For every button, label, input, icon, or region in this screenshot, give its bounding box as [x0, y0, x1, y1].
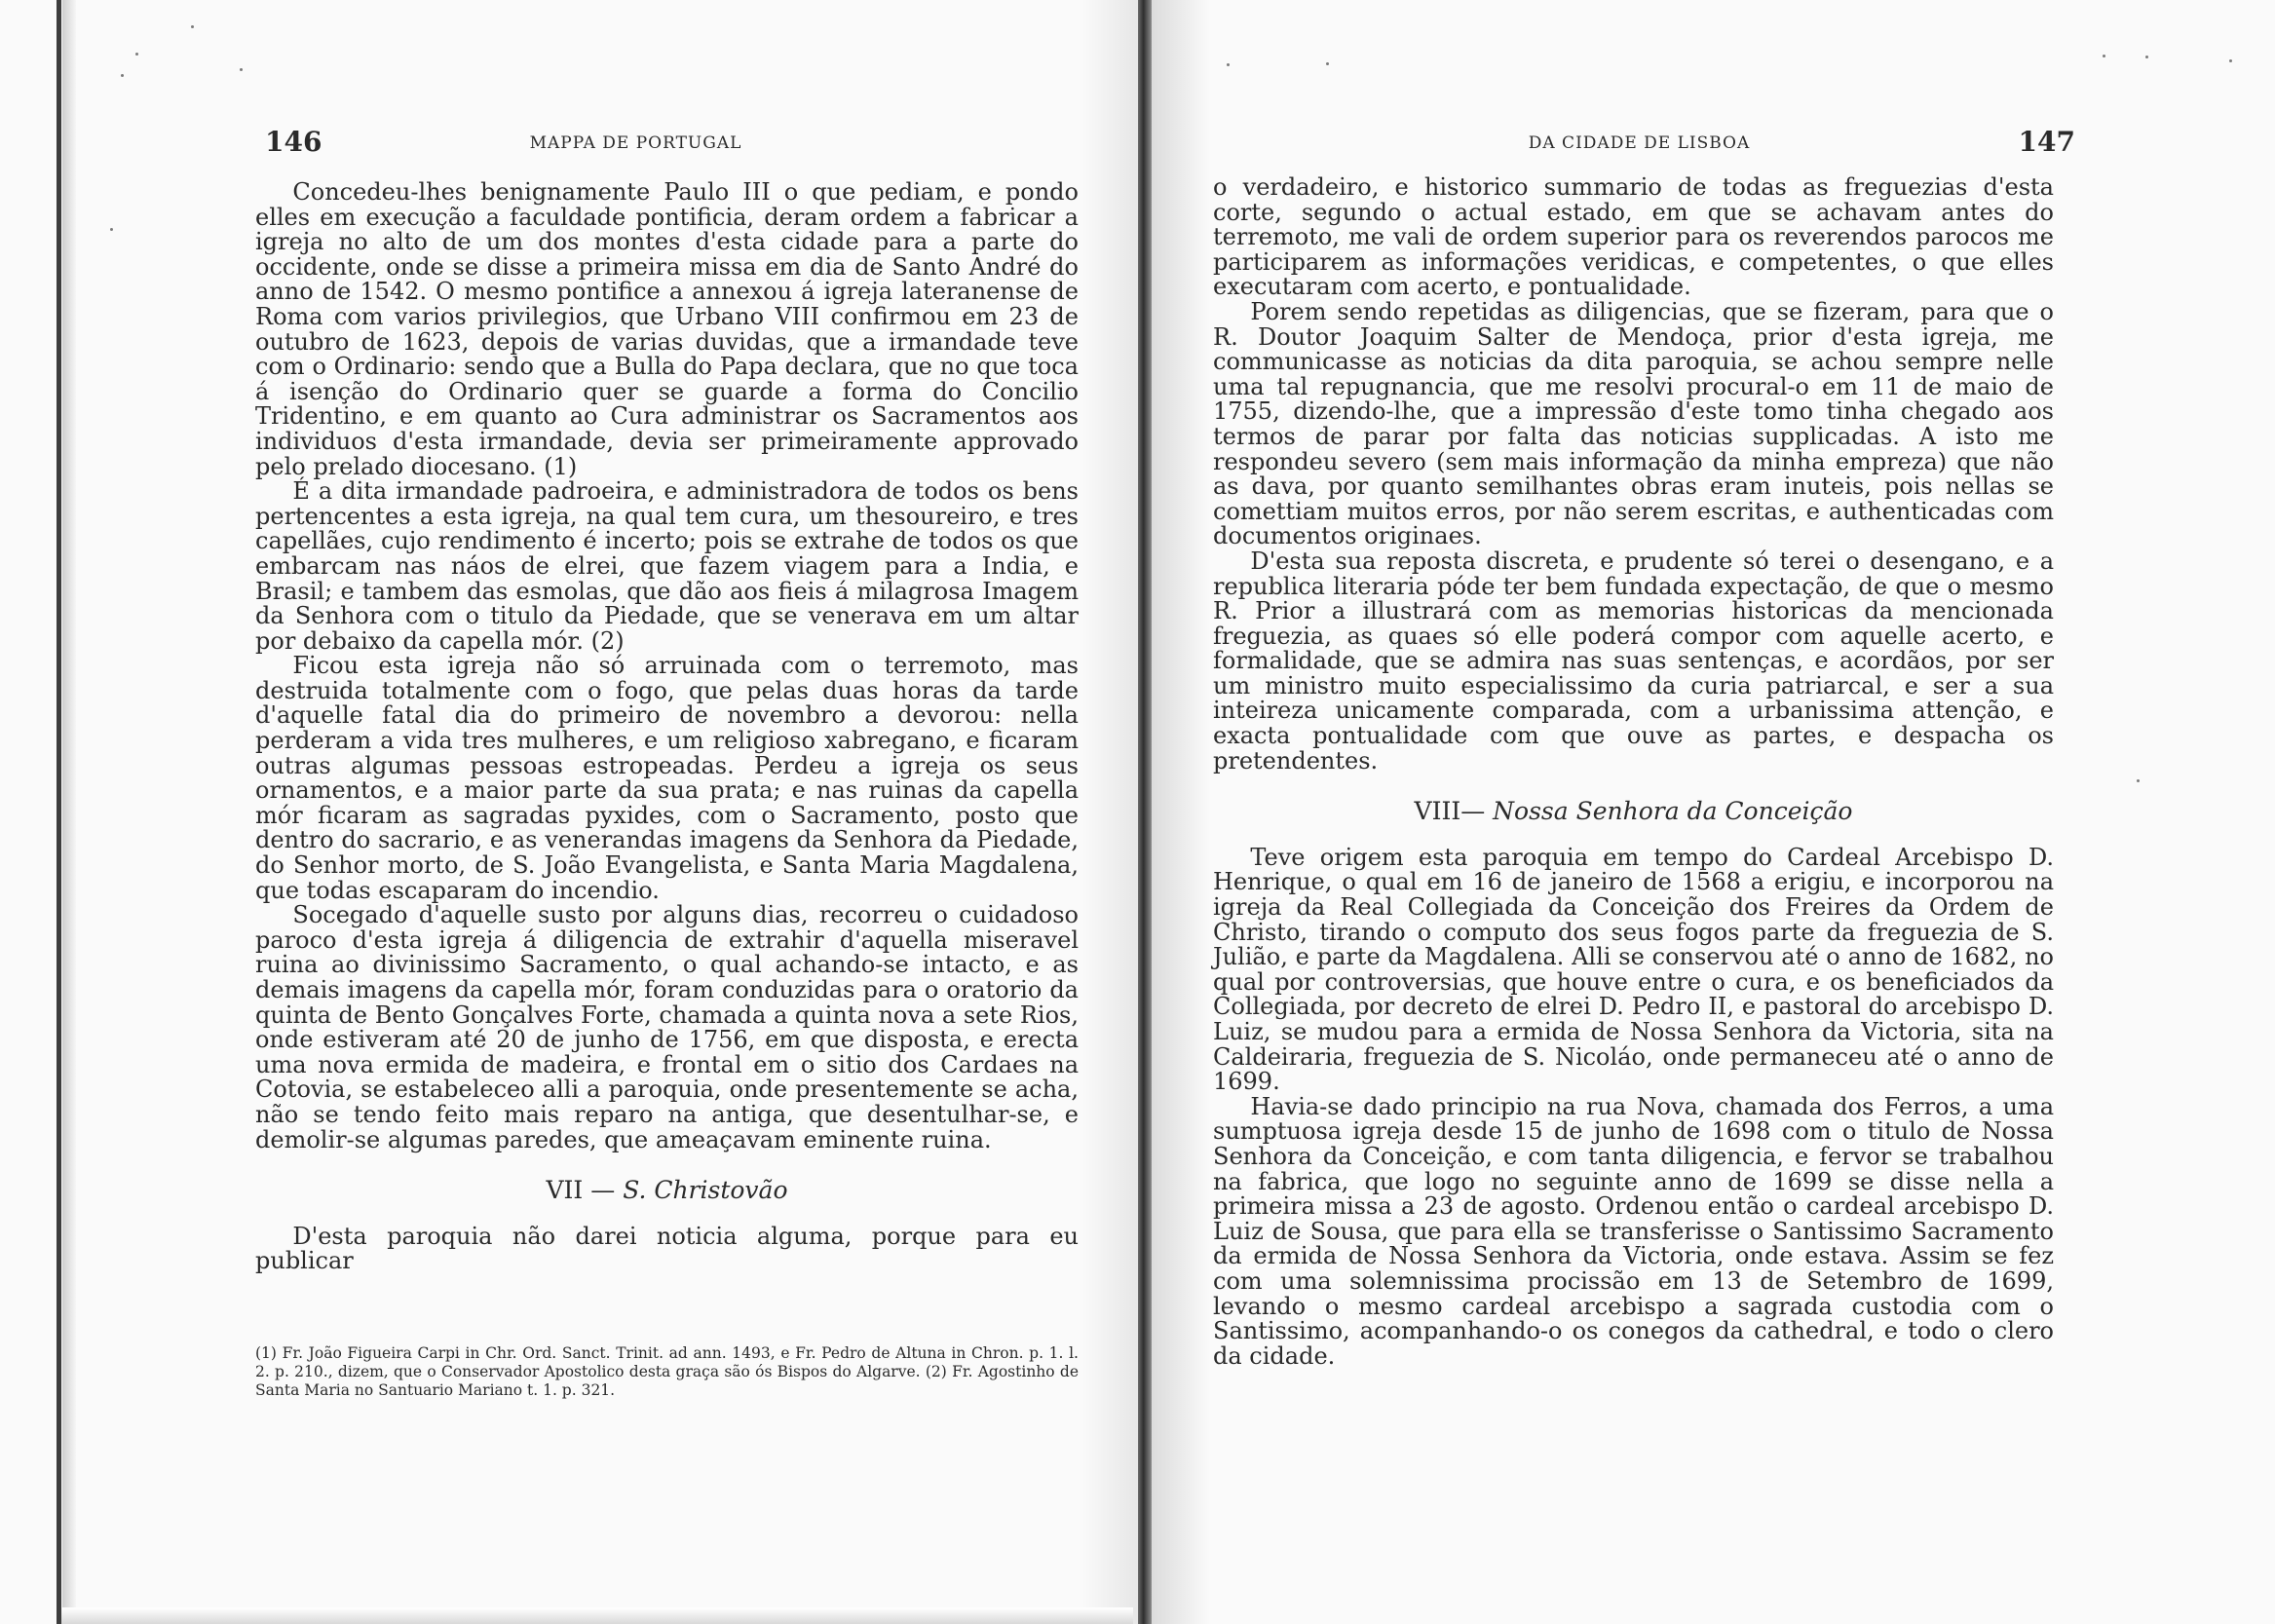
running-title: DA CIDADE DE LISBOA	[1528, 133, 1751, 153]
section-number: VIII—	[1414, 797, 1486, 826]
scan-speck	[2145, 56, 2148, 58]
left-book-edge-shadow	[62, 0, 76, 1624]
paragraph: Ficou esta igreja não só arruinada com o terremoto, mas destruida totalmente com o fogo, que pelas duas horas da tarde d'aquelle fatal dia do primeiro de novembro a devorou: nella perderam a vida tres mulheres, e um religioso xabregano, e ficaram outras algumas pessoas estropeadas. Perdeu a igreja os seus ornamentos, e a maior parte da sua prata; e nas ruinas da capella mór ficaram as sagradas pyxides, com o Sacramento, posto que dentro do sacrario, e as venerandas imagens da Senhora da Piedade, do Senhor morto, de S. João Evangelista, e Santa Maria Magdalena, que todas escaparam do incendio.	[255, 652, 1079, 904]
section-title: Nossa Senhora da Conceição	[1493, 797, 1853, 826]
section-heading	[255, 1178, 1079, 1203]
section-heading	[1213, 799, 2054, 824]
running-title: MAPPA DE PORTUGAL	[529, 133, 742, 153]
scan-speck	[121, 74, 124, 77]
book-gutter	[1138, 0, 1152, 1624]
paragraph: Havia-se dado principio na rua Nova, chamada dos Ferros, a uma sumptuosa igreja desde 15 de junho de 1698 com o titulo de Nossa Senhora da Conceição, e com tanta diligencia, e fervor se trabalhou na fabrica, que logo no seguinte anno de 1699 se disse nella a primeira missa a 23 de agosto. Ordenou então o cardeal arcebispo D. Luiz de Sousa, que para ella se transferisse o Santissimo Sacramento da ermida de Nossa Senhora da Victoria, onde estava. Assim se fez com uma solemnissima procissão em 13 de Setembro de 1699, levando o mesmo cardeal arcebispo a sagrada custodia com o Santissimo, acompanhando-o os conegos da cathedral, e todo o clero da cidade.	[1213, 1092, 2054, 1370]
paragraph: Porem sendo repetidas as diligencias, que se fizeram, para que o R. Doutor Joaquim Salter de Mendoça, prior d'esta igreja, me communicasse as noticias da dita paroquia, se achou sempre nelle uma tal repugnancia, que me resolvi procural-o em 11 de maio de 1755, dizendo-lhe, que a impressão d'este tomo tinha chegado aos termos de parar por falta das noticias supplicadas. A isto me respondeu severo (sem mais informação da minha empreza) que não as dava, por quanto semilhantes obras eram inuteis, pois nellas se comettiam muitos erros, por não serem escritas, e authenticadas com documentos originaes.	[1213, 297, 2054, 550]
paragraph: Socegado d'aquelle susto por alguns dias, recorreu o cuidadoso paroco d'esta igreja á diligencia de extrahir d'aquella miseravel ruina ao divinissimo Sacramento, o qual achando-se intacto, e as demais imagens da capella mór, foram conduzidas para o oratorio da quinta de Bento Gonçalves Forte, chamada a quinta nova a sete Rios, onde estiveram até 20 de junho de 1756, em que disposta, e erecta uma nova ermida de madeira, e frontal em o sitio dos Cardaes na Cotovia, se estabeleceo alli a paroquia, onde presentemente se acha, não se tendo feito mais reparo na antiga, que desentulhar-se, e demolir-se algumas paredes, que ameaçavam eminente ruina.	[255, 901, 1079, 1153]
page-number: 147	[2018, 126, 2075, 158]
page-number: 146	[265, 126, 322, 158]
paragraph: É a dita irmandade padroeira, e administradora de todos os bens pertencentes a esta igreja, na qual tem cura, um thesoureiro, e tres capellães, cujo rendimento é incerto; pois se extrahe de todos os que embarcam nas náos de elrei, que fazem viagem para a India, e Brasil; e tambem das esmolas, que dão aos fieis á milagrosa Imagem da Senhora com o titulo da Piedade, que se venerava em um altar por debaixo da capella mór. (2)	[255, 477, 1079, 655]
scan-speck	[135, 53, 138, 56]
paragraph: D'esta sua reposta discreta, e prudente só terei o desengano, e a republica literaria póde ter bem fundada expectação, de que o mesmo R. Prior a illustrará com as memorias historicas da mencionada freguezia, as quaes só elle poderá compor com aquelle acerto, e formalidade, que se admira nas suas sentenças, e acordãos, por ser um ministro muito especialissimo da curia patriarcal, e ser a sua inteireza unicamente comparada, com a urbanissima attenção, e exacta pontualidade com que ouve as partes, e despacha os pretendentes.	[1213, 547, 2054, 774]
paragraph: o verdadeiro, e historico summario de todas as freguezias d'esta corte, segundo o actual estado, em que se achavam antes do terremoto, me vali de ordem superior para os reverendos parocos me participarem as informações veridicas, e competentes, o que elles executaram com acerto, e pontualidade.	[1213, 173, 2054, 301]
left-page	[185, 0, 1086, 1624]
scan-speck	[2229, 59, 2232, 62]
scan-speck	[110, 228, 113, 231]
left-book-edge	[57, 0, 61, 1624]
right-running-head	[1213, 126, 2075, 159]
paragraph: D'esta paroquia não darei noticia alguma, porque para eu publicar	[255, 1222, 1079, 1275]
right-page	[1213, 0, 2075, 1624]
paragraph: Concedeu-lhes benignamente Paulo III o que pediam, e pondo elles em execução a faculdade pontificia, deram ordem a fabricar a igreja no alto de um dos montes d'esta cidade para a parte do occidente, onde se disse a primeira missa em dia de Santo André do anno de 1542. O mesmo pontifice a annexou á igreja lateranense de Roma com varios privilegios, que Urbano VIII confirmou em 23 de outubro de 1623, depois de varias duvidas, que a irmandade teve com o Ordinario: sendo que a Bulla do Papa declara, que no que toca á isenção do Ordinario quer se guarde a forma do Concilio Tridentino, e em quanto ao Cura administrar os Sacramentos aos individuos d'esta irmandade, devia ser primeiramente approvado pelo prelado diocesano. (1)	[255, 178, 1079, 480]
section-number: VII —	[546, 1176, 616, 1205]
gutter-shadow-right	[1152, 0, 1210, 1624]
scan-speck	[2103, 55, 2105, 57]
scan-speck	[2137, 779, 2140, 782]
section-title: S. Christovão	[623, 1176, 788, 1205]
right-page-body	[1213, 175, 2054, 1369]
footnotes: (1) Fr. João Figueira Carpi in Chr. Ord. Sanct. Trinit. ad ann. 1493, e Fr. Pedro de Altuna in Chron. p. 1. l. 2. p. 210., dizem, que o Conservador Apostolico desta graça são ós Bispos do Algarve. (2) Fr. Agostinho de Santa Maria no Santuario Mariano t. 1. p. 321.	[255, 1344, 1079, 1399]
left-page-body	[255, 180, 1079, 1274]
gutter-shadow-left	[1081, 0, 1138, 1624]
paragraph: Teve origem esta paroquia em tempo do Cardeal Arcebispo D. Henrique, o qual em 16 de janeiro de 1568 a erigiu, e incorporou na igreja da Real Collegiada da Conceição dos Freires da Ordem de Christo, tirando o computo dos seus fogos parte da freguezia de S. Julião, e parte da Magdalena. Alli se conservou até o anno de 1682, no qual por controversias, que houve entre o cura, e os beneficiados da Collegiada, por decreto de elrei D. Pedro II, e pastoral do arcebispo D. Luiz, se mudou para a ermida de Nossa Senhora da Victoria, sita na Caldeiraria, freguezia de S. Nicoláo, onde permaneceu até o anno de 1699.	[1213, 843, 2054, 1096]
left-running-head	[185, 126, 1086, 159]
